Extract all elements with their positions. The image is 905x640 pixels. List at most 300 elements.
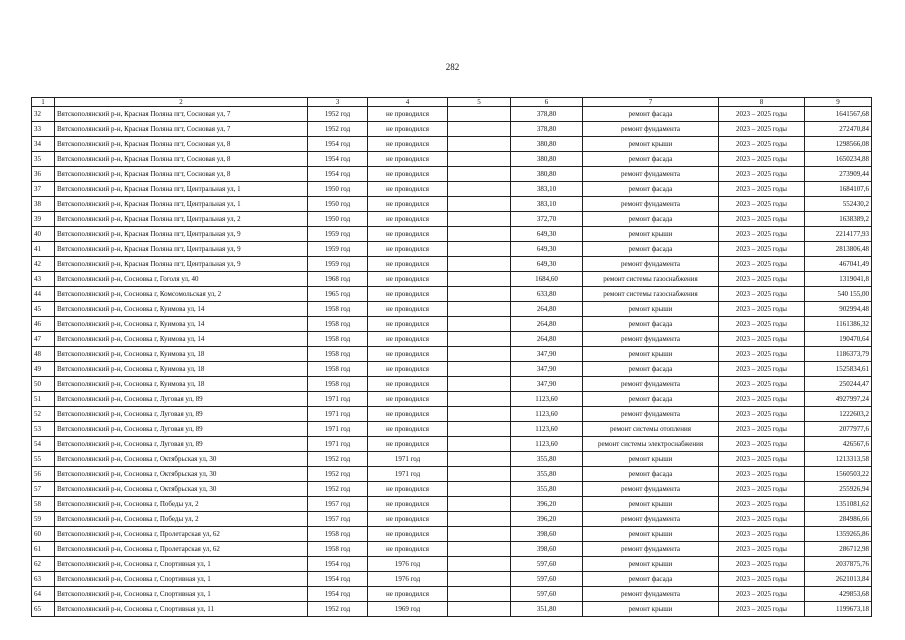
empty-cell (448, 347, 511, 362)
last-repair-cell: 1971 год (368, 452, 448, 467)
cost-cell: 273909,44 (805, 167, 872, 182)
empty-cell (448, 302, 511, 317)
column-header: 2 (55, 98, 308, 107)
area-cell: 264,80 (511, 317, 583, 332)
empty-cell (448, 227, 511, 242)
period-cell: 2023 – 2025 годы (719, 197, 805, 212)
address-cell: Вятскополянский р-н, Сосновка г, Куимова ул, 14 (55, 302, 308, 317)
column-header: 5 (448, 98, 511, 107)
construction-year-cell: 1952 год (308, 602, 368, 617)
address-cell: Вятскополянский р-н, Красная Поляна пгт, Сосновая ул, 8 (55, 167, 308, 182)
period-cell: 2023 – 2025 годы (719, 107, 805, 122)
address-cell: Вятскополянский р-н, Сосновка г, Куимова ул, 18 (55, 347, 308, 362)
period-cell: 2023 – 2025 годы (719, 347, 805, 362)
cost-cell: 2077977,6 (805, 422, 872, 437)
work-type-cell: ремонт фасада (583, 182, 719, 197)
work-type-cell: ремонт крыши (583, 302, 719, 317)
empty-cell (448, 107, 511, 122)
column-header: 6 (511, 98, 583, 107)
empty-cell (448, 182, 511, 197)
table-row (32, 242, 872, 257)
work-type-cell: ремонт фундамента (583, 512, 719, 527)
area-cell: 633,80 (511, 287, 583, 302)
row-number: 48 (32, 347, 55, 362)
empty-cell (448, 242, 511, 257)
row-number: 64 (32, 587, 55, 602)
row-number: 46 (32, 317, 55, 332)
area-cell: 378,80 (511, 122, 583, 137)
last-repair-cell: 1971 год (368, 467, 448, 482)
cost-cell: 1298566,08 (805, 137, 872, 152)
address-cell: Вятскополянский р-н, Красная Поляна пгт, Центральная ул, 9 (55, 257, 308, 272)
empty-cell (448, 332, 511, 347)
last-repair-cell: не проводился (368, 317, 448, 332)
construction-year-cell: 1954 год (308, 572, 368, 587)
table-row (32, 302, 872, 317)
last-repair-cell: не проводился (368, 122, 448, 137)
table-row (32, 527, 872, 542)
address-cell: Вятскополянский р-н, Сосновка г, Куимова ул, 14 (55, 317, 308, 332)
last-repair-cell: не проводился (368, 182, 448, 197)
period-cell: 2023 – 2025 годы (719, 482, 805, 497)
table-row (32, 377, 872, 392)
table-row (32, 107, 872, 122)
address-cell: Вятскополянский р-н, Сосновка г, Луговая ул, 89 (55, 392, 308, 407)
period-cell: 2023 – 2025 годы (719, 287, 805, 302)
row-number: 47 (32, 332, 55, 347)
column-header: 8 (719, 98, 805, 107)
empty-cell (448, 287, 511, 302)
construction-year-cell: 1952 год (308, 482, 368, 497)
table-row (32, 407, 872, 422)
period-cell: 2023 – 2025 годы (719, 587, 805, 602)
last-repair-cell: не проводился (368, 482, 448, 497)
area-cell: 396,20 (511, 512, 583, 527)
work-type-cell: ремонт фундамента (583, 122, 719, 137)
table-header-row (32, 98, 872, 107)
work-type-cell: ремонт крыши (583, 602, 719, 617)
column-header: 4 (368, 98, 448, 107)
area-cell: 355,80 (511, 482, 583, 497)
table-row (32, 422, 872, 437)
area-cell: 396,20 (511, 497, 583, 512)
construction-year-cell: 1958 год (308, 317, 368, 332)
table-row (32, 182, 872, 197)
cost-cell: 1351081,62 (805, 497, 872, 512)
table-body (32, 107, 872, 617)
address-cell: Вятскополянский р-н, Сосновка г, Октябрьская ул, 30 (55, 482, 308, 497)
table-row (32, 452, 872, 467)
period-cell: 2023 – 2025 годы (719, 527, 805, 542)
row-number: 65 (32, 602, 55, 617)
address-cell: Вятскополянский р-н, Сосновка г, Спортивная ул, 1 (55, 557, 308, 572)
empty-cell (448, 527, 511, 542)
construction-year-cell: 1952 год (308, 467, 368, 482)
construction-year-cell: 1959 год (308, 227, 368, 242)
last-repair-cell: не проводился (368, 302, 448, 317)
address-cell: Вятскополянский р-н, Сосновка г, Комсомольская ул, 2 (55, 287, 308, 302)
last-repair-cell: не проводился (368, 527, 448, 542)
period-cell: 2023 – 2025 годы (719, 122, 805, 137)
cost-cell: 255926,94 (805, 482, 872, 497)
table-row (32, 467, 872, 482)
construction-year-cell: 1958 год (308, 527, 368, 542)
table-row (32, 542, 872, 557)
cost-cell: 552430,2 (805, 197, 872, 212)
cost-cell: 286712,98 (805, 542, 872, 557)
cost-cell: 1560503,22 (805, 467, 872, 482)
cost-cell: 2621013,84 (805, 572, 872, 587)
cost-cell: 1199673,18 (805, 602, 872, 617)
area-cell: 1123,60 (511, 437, 583, 452)
cost-cell: 2214177,93 (805, 227, 872, 242)
construction-year-cell: 1957 год (308, 512, 368, 527)
construction-year-cell: 1971 год (308, 392, 368, 407)
area-cell: 649,30 (511, 257, 583, 272)
work-type-cell: ремонт фасада (583, 152, 719, 167)
address-cell: Вятскополянский р-н, Красная Поляна пгт, Сосновая ул, 7 (55, 122, 308, 137)
cost-cell: 426567,6 (805, 437, 872, 452)
last-repair-cell: 1976 год (368, 557, 448, 572)
period-cell: 2023 – 2025 годы (719, 257, 805, 272)
area-cell: 1123,60 (511, 407, 583, 422)
cost-cell: 1359265,86 (805, 527, 872, 542)
table-row (32, 257, 872, 272)
row-number: 37 (32, 182, 55, 197)
row-number: 39 (32, 212, 55, 227)
cost-cell: 4927997,24 (805, 392, 872, 407)
period-cell: 2023 – 2025 годы (719, 497, 805, 512)
area-cell: 383,10 (511, 182, 583, 197)
table-row (32, 122, 872, 137)
period-cell: 2023 – 2025 годы (719, 182, 805, 197)
area-cell: 380,80 (511, 137, 583, 152)
area-cell: 597,60 (511, 572, 583, 587)
period-cell: 2023 – 2025 годы (719, 152, 805, 167)
construction-year-cell: 1950 год (308, 212, 368, 227)
empty-cell (448, 557, 511, 572)
row-number: 42 (32, 257, 55, 272)
construction-year-cell: 1952 год (308, 452, 368, 467)
table-row (32, 482, 872, 497)
row-number: 50 (32, 377, 55, 392)
address-cell: Вятскополянский р-н, Сосновка г, Пролетарская ул, 62 (55, 527, 308, 542)
address-cell: Вятскополянский р-н, Сосновка г, Победы ул, 2 (55, 497, 308, 512)
empty-cell (448, 572, 511, 587)
address-cell: Вятскополянский р-н, Красная Поляна пгт, Сосновая ул, 8 (55, 137, 308, 152)
work-type-cell: ремонт фасада (583, 467, 719, 482)
cost-cell: 1638389,2 (805, 212, 872, 227)
table-row (32, 437, 872, 452)
address-cell: Вятскополянский р-н, Сосновка г, Октябрьская ул, 30 (55, 467, 308, 482)
work-type-cell: ремонт фундамента (583, 587, 719, 602)
address-cell: Вятскополянский р-н, Сосновка г, Луговая ул, 89 (55, 437, 308, 452)
address-cell: Вятскополянский р-н, Красная Поляна пгт, Центральная ул, 9 (55, 242, 308, 257)
work-type-cell: ремонт крыши (583, 347, 719, 362)
empty-cell (448, 392, 511, 407)
last-repair-cell: не проводился (368, 197, 448, 212)
construction-year-cell: 1958 год (308, 362, 368, 377)
last-repair-cell: не проводился (368, 152, 448, 167)
period-cell: 2023 – 2025 годы (719, 512, 805, 527)
row-number: 57 (32, 482, 55, 497)
row-number: 33 (32, 122, 55, 137)
empty-cell (448, 602, 511, 617)
last-repair-cell: не проводился (368, 587, 448, 602)
empty-cell (448, 437, 511, 452)
work-type-cell: ремонт фундамента (583, 167, 719, 182)
work-type-cell: ремонт фундамента (583, 377, 719, 392)
period-cell: 2023 – 2025 годы (719, 332, 805, 347)
table-row (32, 572, 872, 587)
period-cell: 2023 – 2025 годы (719, 467, 805, 482)
cost-cell: 1222603,2 (805, 407, 872, 422)
period-cell: 2023 – 2025 годы (719, 167, 805, 182)
column-header: 1 (32, 98, 55, 107)
cost-cell: 1161386,32 (805, 317, 872, 332)
work-type-cell: ремонт фасада (583, 107, 719, 122)
period-cell: 2023 – 2025 годы (719, 407, 805, 422)
row-number: 35 (32, 152, 55, 167)
construction-year-cell: 1958 год (308, 302, 368, 317)
row-number: 60 (32, 527, 55, 542)
table-row (32, 602, 872, 617)
table-row (32, 362, 872, 377)
period-cell: 2023 – 2025 годы (719, 317, 805, 332)
last-repair-cell: не проводился (368, 257, 448, 272)
empty-cell (448, 257, 511, 272)
cost-cell: 1186373,79 (805, 347, 872, 362)
work-type-cell: ремонт фасада (583, 212, 719, 227)
construction-year-cell: 1954 год (308, 167, 368, 182)
cost-cell: 1650234,88 (805, 152, 872, 167)
last-repair-cell: не проводился (368, 272, 448, 287)
last-repair-cell: не проводился (368, 377, 448, 392)
period-cell: 2023 – 2025 годы (719, 422, 805, 437)
construction-year-cell: 1950 год (308, 182, 368, 197)
address-cell: Вятскополянский р-н, Красная Поляна пгт, Сосновая ул, 8 (55, 152, 308, 167)
cost-cell: 272470,84 (805, 122, 872, 137)
area-cell: 1123,60 (511, 422, 583, 437)
construction-year-cell: 1971 год (308, 407, 368, 422)
area-cell: 355,80 (511, 452, 583, 467)
area-cell: 380,80 (511, 167, 583, 182)
cost-cell: 1319041,8 (805, 272, 872, 287)
table-row (32, 212, 872, 227)
cost-cell: 284986,66 (805, 512, 872, 527)
row-number: 44 (32, 287, 55, 302)
work-type-cell: ремонт фасада (583, 362, 719, 377)
last-repair-cell: 1976 год (368, 572, 448, 587)
table-row (32, 497, 872, 512)
address-cell: Вятскополянский р-н, Сосновка г, Спортивная ул, 11 (55, 602, 308, 617)
work-type-cell: ремонт крыши (583, 137, 719, 152)
cost-cell: 2813806,48 (805, 242, 872, 257)
cost-cell: 1641567,68 (805, 107, 872, 122)
period-cell: 2023 – 2025 годы (719, 137, 805, 152)
period-cell: 2023 – 2025 годы (719, 272, 805, 287)
work-type-cell: ремонт фасада (583, 392, 719, 407)
period-cell: 2023 – 2025 годы (719, 302, 805, 317)
area-cell: 649,30 (511, 242, 583, 257)
empty-cell (448, 587, 511, 602)
work-type-cell: ремонт фундамента (583, 542, 719, 557)
column-header: 7 (583, 98, 719, 107)
work-type-cell: ремонт фундамента (583, 197, 719, 212)
last-repair-cell: не проводился (368, 242, 448, 257)
capital-repair-table (31, 97, 872, 617)
last-repair-cell: не проводился (368, 497, 448, 512)
last-repair-cell: не проводился (368, 167, 448, 182)
period-cell: 2023 – 2025 годы (719, 212, 805, 227)
period-cell: 2023 – 2025 годы (719, 437, 805, 452)
last-repair-cell: не проводился (368, 227, 448, 242)
work-type-cell: ремонт фундамента (583, 332, 719, 347)
row-number: 56 (32, 467, 55, 482)
column-header: 3 (308, 98, 368, 107)
table-row (32, 557, 872, 572)
address-cell: Вятскополянский р-н, Сосновка г, Победы ул, 2 (55, 512, 308, 527)
period-cell: 2023 – 2025 годы (719, 242, 805, 257)
last-repair-cell: не проводился (368, 392, 448, 407)
empty-cell (448, 137, 511, 152)
area-cell: 355,80 (511, 467, 583, 482)
period-cell: 2023 – 2025 годы (719, 602, 805, 617)
empty-cell (448, 212, 511, 227)
column-header: 9 (805, 98, 872, 107)
last-repair-cell: не проводился (368, 362, 448, 377)
last-repair-cell: не проводился (368, 332, 448, 347)
area-cell: 347,90 (511, 362, 583, 377)
table-row (32, 152, 872, 167)
last-repair-cell: не проводился (368, 422, 448, 437)
empty-cell (448, 362, 511, 377)
last-repair-cell: не проводился (368, 542, 448, 557)
area-cell: 597,60 (511, 557, 583, 572)
row-number: 49 (32, 362, 55, 377)
period-cell: 2023 – 2025 годы (719, 452, 805, 467)
cost-cell: 429853,68 (805, 587, 872, 602)
construction-year-cell: 1954 год (308, 557, 368, 572)
period-cell: 2023 – 2025 годы (719, 227, 805, 242)
address-cell: Вятскополянский р-н, Сосновка г, Спортивная ул, 1 (55, 572, 308, 587)
area-cell: 1123,60 (511, 392, 583, 407)
last-repair-cell: не проводился (368, 347, 448, 362)
period-cell: 2023 – 2025 годы (719, 557, 805, 572)
cost-cell: 1525834,61 (805, 362, 872, 377)
construction-year-cell: 1950 год (308, 197, 368, 212)
area-cell: 398,60 (511, 542, 583, 557)
address-cell: Вятскополянский р-н, Сосновка г, Спортивная ул, 1 (55, 587, 308, 602)
area-cell: 1684,60 (511, 272, 583, 287)
address-cell: Вятскополянский р-н, Сосновка г, Луговая ул, 89 (55, 407, 308, 422)
row-number: 38 (32, 197, 55, 212)
area-cell: 264,80 (511, 302, 583, 317)
area-cell: 380,80 (511, 152, 583, 167)
last-repair-cell: не проводился (368, 287, 448, 302)
empty-cell (448, 167, 511, 182)
period-cell: 2023 – 2025 годы (719, 377, 805, 392)
address-cell: Вятскополянский р-н, Сосновка г, Куимова ул, 18 (55, 377, 308, 392)
row-number: 40 (32, 227, 55, 242)
last-repair-cell: не проводился (368, 437, 448, 452)
empty-cell (448, 407, 511, 422)
table-row (32, 272, 872, 287)
empty-cell (448, 542, 511, 557)
row-number: 45 (32, 302, 55, 317)
table-row (32, 317, 872, 332)
work-type-cell: ремонт фундамента (583, 482, 719, 497)
work-type-cell: ремонт крыши (583, 497, 719, 512)
address-cell: Вятскополянский р-н, Красная Поляна пгт, Центральная ул, 1 (55, 197, 308, 212)
table-row (32, 332, 872, 347)
construction-year-cell: 1954 год (308, 587, 368, 602)
period-cell: 2023 – 2025 годы (719, 362, 805, 377)
construction-year-cell: 1952 год (308, 107, 368, 122)
work-type-cell: ремонт крыши (583, 557, 719, 572)
address-cell: Вятскополянский р-н, Сосновка г, Пролетарская ул, 62 (55, 542, 308, 557)
empty-cell (448, 497, 511, 512)
empty-cell (448, 512, 511, 527)
work-type-cell: ремонт системы газоснабжения (583, 272, 719, 287)
construction-year-cell: 1954 год (308, 137, 368, 152)
row-number: 55 (32, 452, 55, 467)
cost-cell: 250244,47 (805, 377, 872, 392)
empty-cell (448, 377, 511, 392)
row-number: 54 (32, 437, 55, 452)
row-number: 59 (32, 512, 55, 527)
empty-cell (448, 197, 511, 212)
last-repair-cell: не проводился (368, 512, 448, 527)
last-repair-cell: не проводился (368, 212, 448, 227)
address-cell: Вятскополянский р-н, Красная Поляна пгт, Центральная ул, 2 (55, 212, 308, 227)
work-type-cell: ремонт фасада (583, 242, 719, 257)
area-cell: 649,30 (511, 227, 583, 242)
work-type-cell: ремонт фасада (583, 317, 719, 332)
area-cell: 378,80 (511, 107, 583, 122)
construction-year-cell: 1958 год (308, 542, 368, 557)
cost-cell: 902994,48 (805, 302, 872, 317)
cost-cell: 467041,49 (805, 257, 872, 272)
period-cell: 2023 – 2025 годы (719, 392, 805, 407)
work-type-cell: ремонт крыши (583, 527, 719, 542)
last-repair-cell: 1969 год (368, 602, 448, 617)
address-cell: Вятскополянский р-н, Сосновка г, Куимова ул, 14 (55, 332, 308, 347)
period-cell: 2023 – 2025 годы (719, 542, 805, 557)
area-cell: 383,10 (511, 197, 583, 212)
table-row (32, 197, 872, 212)
row-number: 62 (32, 557, 55, 572)
work-type-cell: ремонт системы отопления (583, 422, 719, 437)
empty-cell (448, 317, 511, 332)
work-type-cell: ремонт крыши (583, 452, 719, 467)
area-cell: 372,70 (511, 212, 583, 227)
area-cell: 347,90 (511, 377, 583, 392)
last-repair-cell: не проводился (368, 107, 448, 122)
work-type-cell: ремонт системы газоснабжения (583, 287, 719, 302)
empty-cell (448, 467, 511, 482)
construction-year-cell: 1958 год (308, 332, 368, 347)
period-cell: 2023 – 2025 годы (719, 572, 805, 587)
row-number: 36 (32, 167, 55, 182)
empty-cell (448, 152, 511, 167)
cost-cell: 1684107,6 (805, 182, 872, 197)
row-number: 43 (32, 272, 55, 287)
construction-year-cell: 1959 год (308, 242, 368, 257)
construction-year-cell: 1958 год (308, 377, 368, 392)
row-number: 41 (32, 242, 55, 257)
empty-cell (448, 272, 511, 287)
